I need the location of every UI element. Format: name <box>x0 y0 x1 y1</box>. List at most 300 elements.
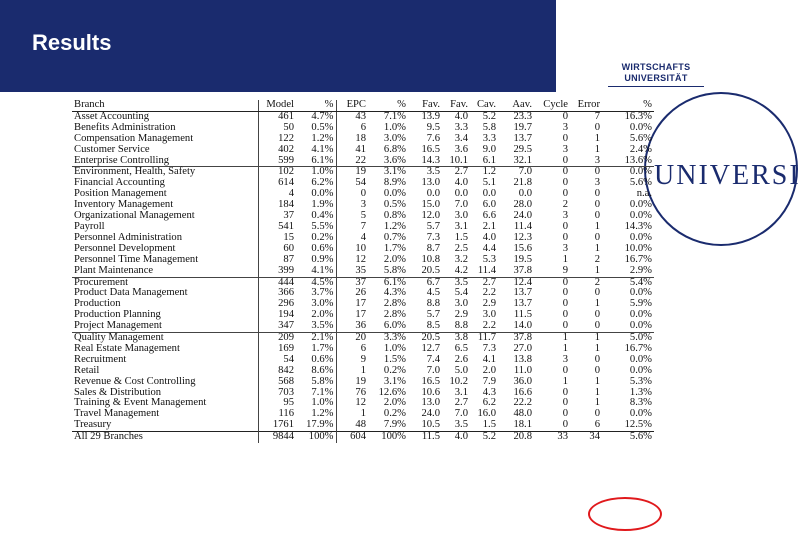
table-header-row <box>72 100 654 111</box>
cell-epc-pct: 3.1% <box>383 166 406 178</box>
cell-epc: 604 <box>336 432 368 443</box>
cell-model: 399 <box>258 266 296 277</box>
cell-error: 3 <box>594 177 600 189</box>
header-epc-pct: % <box>368 100 408 111</box>
cell-branch: All 29 Branches <box>72 432 258 443</box>
cell-error-pct: 12.5% <box>624 419 652 431</box>
cell-error-pct: 0.0% <box>629 287 652 299</box>
cell-cycle: 0 <box>562 419 568 431</box>
cell-epc-pct: 1.0% <box>383 342 406 354</box>
cell-epc-pct: 3.3% <box>383 332 406 344</box>
cell-fav-1: 10.6 <box>421 386 440 398</box>
table-row <box>72 156 654 167</box>
cell-model-pct: 3.0% <box>311 298 334 310</box>
cell-epc-pct: 3.0% <box>383 132 406 144</box>
cell-cav: 4.4 <box>482 242 496 254</box>
cell-cav: 5.8 <box>482 121 496 133</box>
cell-aav: 48.0 <box>513 408 532 420</box>
table-body <box>72 111 654 443</box>
cell-branch: Environment, Health, Safety <box>74 166 196 178</box>
cell-model-pct: 1.0% <box>311 397 334 409</box>
cell-fav-1: 7.3 <box>426 231 440 243</box>
cell-epc-pct: 0.2% <box>383 408 406 420</box>
cell-fav-1: 5.7 <box>426 309 440 321</box>
cell-error: 0 <box>594 309 600 321</box>
cell-error: 0 <box>594 199 600 211</box>
cell-cav: 2.7 <box>482 276 496 288</box>
cell-error-pct: 0.0% <box>629 353 652 365</box>
cell-fav-2: 3.0 <box>454 210 468 222</box>
cell-model: 95 <box>258 398 296 409</box>
cell-aav: 18.1 <box>513 419 532 431</box>
cell-model-pct: 4.5% <box>311 276 334 288</box>
cell-fav-1: 13.9 <box>421 110 440 122</box>
cell-epc: 6 <box>336 123 368 134</box>
cell-fav-1: 6.7 <box>426 276 440 288</box>
cell-error-pct: 1.3% <box>629 386 652 398</box>
cell-model: 15 <box>258 233 296 244</box>
cell-model-pct: 1.2% <box>311 408 334 420</box>
cell-fav-1: 8.8 <box>426 298 440 310</box>
cell-fav-2: 3.3 <box>454 121 468 133</box>
cell-cav: 5.2 <box>482 110 496 122</box>
cell-aav: 36.0 <box>513 375 532 387</box>
cell-model: 169 <box>258 344 296 355</box>
cell-epc: 36 <box>336 321 368 332</box>
cell-cycle: 33 <box>534 432 570 443</box>
cell-branch: Production Planning <box>74 309 161 321</box>
cell-model-pct: 7.1% <box>311 386 334 398</box>
cell-cycle: 3 <box>562 353 568 365</box>
table-total-row <box>72 432 654 443</box>
cell-cycle: 9 <box>534 266 570 277</box>
cell-fav-1: 5.7 <box>426 220 440 232</box>
cell-epc: 4 <box>336 233 368 244</box>
cell-cav: 2.0 <box>482 364 496 376</box>
cell-epc: 19 <box>336 167 368 178</box>
cell-epc-pct: 7.9% <box>383 419 406 431</box>
logo-line-2: UNIVERSITÄT <box>624 73 688 83</box>
cell-fav-1: 8.5 <box>408 321 442 332</box>
cell-fav-1: 4.5 <box>426 287 440 299</box>
cell-error: 0 <box>594 353 600 365</box>
cell-error: 0 <box>594 188 600 200</box>
cell-cav: 7.3 <box>482 342 496 354</box>
cell-cav: 2.9 <box>482 298 496 310</box>
cell-branch: Organizational Management <box>74 210 195 222</box>
cell-epc: 43 <box>336 111 368 122</box>
cell-epc: 7 <box>336 222 368 233</box>
logo-rule <box>608 86 704 87</box>
cell-epc: 18 <box>336 134 368 145</box>
table-row <box>72 266 654 277</box>
cell-branch: Real Estate Management <box>74 342 180 354</box>
cell-cav: 6.1 <box>470 156 498 167</box>
cell-error: 0 <box>594 287 600 299</box>
results-table <box>72 100 654 443</box>
cell-branch: Training & Event Management <box>74 397 207 409</box>
cell-model: 703 <box>258 388 296 399</box>
cell-error: 1 <box>570 266 602 277</box>
cell-aav: 15.6 <box>513 242 532 254</box>
cell-aav: 13.8 <box>513 353 532 365</box>
cell-fav-1: 14.3 <box>408 156 442 167</box>
cell-model: 461 <box>258 111 296 122</box>
cell-model-pct: 1.0% <box>311 166 334 178</box>
cell-aav: 24.0 <box>513 210 532 222</box>
cell-model: 296 <box>258 299 296 310</box>
cell-fav-2: 4.0 <box>442 432 470 443</box>
cell-fav-2: 3.0 <box>454 298 468 310</box>
cell-model: 102 <box>258 167 296 178</box>
cell-cav: 5.3 <box>482 253 496 265</box>
cell-cycle: 2 <box>562 199 568 211</box>
cell-epc: 9 <box>336 355 368 366</box>
cell-aav: 23.3 <box>513 110 532 122</box>
cell-epc-pct: 8.9% <box>383 177 406 189</box>
cell-error: 3 <box>570 156 602 167</box>
page-title: Results <box>32 30 112 55</box>
cell-fav-1: 12.7 <box>421 342 440 354</box>
table-row <box>72 134 654 145</box>
cell-fav-2: 3.1 <box>454 220 468 232</box>
cell-cav: 11.4 <box>470 266 498 277</box>
cell-epc-pct: 0.5% <box>383 199 406 211</box>
cell-model-pct: 2.0% <box>311 309 334 321</box>
cell-model-pct: 3.5% <box>296 321 336 332</box>
cell-aav: 16.6 <box>513 386 532 398</box>
cell-branch: Position Management <box>74 188 167 200</box>
table-row <box>72 420 654 431</box>
cell-model-pct: 0.2% <box>311 231 334 243</box>
cell-error-pct: 10.0% <box>624 242 652 254</box>
cell-error: 34 <box>570 432 602 443</box>
cell-epc-pct: 0.8% <box>383 210 406 222</box>
cell-cav: 4.0 <box>482 231 496 243</box>
cell-model-pct: 0.9% <box>311 253 334 265</box>
header-fav-1: Fav. <box>408 100 442 111</box>
cell-branch: Travel Management <box>74 408 160 420</box>
cell-error-pct: 13.6% <box>602 156 654 167</box>
cell-epc: 37 <box>336 277 368 288</box>
cell-error: 1 <box>594 397 600 409</box>
cell-epc: 1 <box>336 409 368 420</box>
cell-aav: 19.5 <box>513 253 532 265</box>
cell-error-pct: 2.9% <box>602 266 654 277</box>
cell-fav-2: 1.5 <box>454 231 468 243</box>
cell-error: 0 <box>594 408 600 420</box>
cell-error: 2 <box>594 276 600 288</box>
cell-cav: 2.2 <box>482 287 496 299</box>
cell-branch: Plant Maintenance <box>72 266 258 277</box>
cell-model-pct: 5.8% <box>311 375 334 387</box>
cell-error-pct: 5.0% <box>629 332 652 344</box>
cell-cycle: 0 <box>562 287 568 299</box>
cell-error: 1 <box>594 242 600 254</box>
cell-fav-2: 2.6 <box>454 353 468 365</box>
cell-cav: 6.2 <box>482 397 496 409</box>
cell-fav-2: 5.4 <box>454 287 468 299</box>
cell-model: 842 <box>258 366 296 377</box>
cell-model-pct: 0.6% <box>311 242 334 254</box>
cell-cav: 0.0 <box>482 188 496 200</box>
cell-epc: 3 <box>336 200 368 211</box>
cell-error-pct: 14.3% <box>624 220 652 232</box>
cell-model: 87 <box>258 255 296 266</box>
cell-error: 1 <box>594 386 600 398</box>
cell-fav-2: 4.2 <box>442 266 470 277</box>
cell-branch: Personnel Administration <box>74 231 182 243</box>
cell-error-pct: 16.3% <box>624 110 652 122</box>
cell-branch: Treasury <box>74 419 112 431</box>
cell-epc-pct: 3.6% <box>368 156 408 167</box>
cell-aav: 29.5 <box>513 143 532 155</box>
cell-model: 4 <box>258 189 296 200</box>
cell-cav: 5.2 <box>470 432 498 443</box>
cell-aav: 0.0 <box>518 188 532 200</box>
cell-model-pct: 4.1% <box>296 266 336 277</box>
cell-error-pct: 0.0% <box>629 166 652 178</box>
cell-model-pct: 8.6% <box>311 364 334 376</box>
cell-error: 1 <box>594 298 600 310</box>
cell-error-pct: 2.4% <box>629 143 652 155</box>
cell-model-pct: 1.2% <box>311 132 334 144</box>
cell-model: 9844 <box>258 432 296 443</box>
cell-error-pct: 0.0% <box>629 364 652 376</box>
cell-cycle: 1 <box>562 342 568 354</box>
cell-cycle: 3 <box>562 210 568 222</box>
cell-fav-1: 12.0 <box>421 210 440 222</box>
cell-epc: 35 <box>336 266 368 277</box>
cell-error-pct: 0.0% <box>629 121 652 133</box>
cell-branch: Personnel Development <box>74 242 176 254</box>
cell-aav: 7.0 <box>518 166 532 178</box>
cell-cav: 9.0 <box>482 143 496 155</box>
cell-fav-1: 13.0 <box>421 397 440 409</box>
header-aav: Aav. <box>498 100 534 111</box>
cell-cav: 2.2 <box>470 321 498 332</box>
cell-error-pct: 0.0% <box>629 199 652 211</box>
cell-epc-pct: 5.8% <box>368 266 408 277</box>
cell-aav: 32.1 <box>498 156 534 167</box>
cell-branch: Revenue & Cost Controlling <box>74 375 196 387</box>
cell-epc-pct: 1.0% <box>383 121 406 133</box>
cell-model-pct: 100% <box>296 432 336 443</box>
cell-error-pct: 5.4% <box>629 276 652 288</box>
header-epc: EPC <box>336 100 368 111</box>
cell-error-pct: 16.7% <box>624 342 652 354</box>
cell-error: 0 <box>594 364 600 376</box>
cell-model-pct: 0.5% <box>311 121 334 133</box>
cell-model-pct: 0.6% <box>311 353 334 365</box>
header-fav-2: Fav. <box>442 100 470 111</box>
cell-epc-pct: 2.0% <box>383 397 406 409</box>
cell-epc: 12 <box>336 255 368 266</box>
cell-fav-1: 16.5 <box>421 375 440 387</box>
cell-error: 0 <box>594 166 600 178</box>
cell-cycle: 0 <box>562 364 568 376</box>
cell-cycle: 0 <box>562 132 568 144</box>
cell-cycle: 3 <box>562 121 568 133</box>
cell-model: 1761 <box>258 420 296 431</box>
cell-epc: 19 <box>336 377 368 388</box>
header-cav: Cav. <box>470 100 498 111</box>
cell-fav-2: 3.1 <box>454 386 468 398</box>
seal-text: UNIVERSI <box>654 160 801 191</box>
cell-model: 194 <box>258 310 296 321</box>
cell-aav: 37.8 <box>498 266 534 277</box>
cell-fav-2: 3.5 <box>454 276 468 288</box>
cell-model-pct: 1.7% <box>311 342 334 354</box>
cell-aav: 14.0 <box>498 321 534 332</box>
results-table-container <box>72 100 654 522</box>
cell-model-pct: 0.4% <box>311 210 334 222</box>
cell-model-pct: 1.9% <box>311 199 334 211</box>
cell-branch: Recruitment <box>74 353 127 365</box>
cell-fav-2: 7.0 <box>454 199 468 211</box>
cell-branch: Inventory Management <box>74 199 174 211</box>
cell-cycle: 0 <box>562 408 568 420</box>
logo-line-1: WIRTSCHAFTS <box>621 62 691 72</box>
cell-fav-1: 9.5 <box>426 121 440 133</box>
cell-cycle: 0 <box>562 298 568 310</box>
cell-model: 50 <box>258 123 296 134</box>
cell-cav: 4.1 <box>482 353 496 365</box>
cell-branch: Enterprise Controlling <box>72 156 258 167</box>
cell-aav: 20.8 <box>498 432 534 443</box>
cell-cycle: 1 <box>562 253 568 265</box>
cell-epc-pct: 1.7% <box>383 242 406 254</box>
cell-model: 209 <box>258 333 296 344</box>
cell-fav-1: 15.0 <box>421 199 440 211</box>
cell-aav: 11.4 <box>513 220 532 232</box>
highlight-oval <box>588 497 662 531</box>
cell-model: 116 <box>258 409 296 420</box>
cell-fav-2: 7.0 <box>454 408 468 420</box>
cell-epc: 48 <box>336 420 368 431</box>
cell-aav: 37.8 <box>513 332 532 344</box>
cell-fav-2: 3.8 <box>454 332 468 344</box>
cell-error-pct: 16.7% <box>624 253 652 265</box>
cell-branch: Product Data Management <box>74 287 188 299</box>
cell-model: 122 <box>258 134 296 145</box>
cell-model: 614 <box>258 178 296 189</box>
table-row <box>72 321 654 332</box>
cell-fav-2: 8.8 <box>442 321 470 332</box>
cell-model: 599 <box>258 156 296 167</box>
cell-epc-pct: 1.2% <box>383 220 406 232</box>
cell-model-pct: 6.2% <box>311 177 334 189</box>
cell-model: 444 <box>258 277 296 288</box>
cell-epc: 22 <box>336 156 368 167</box>
cell-fav-1: 7.0 <box>426 364 440 376</box>
cell-fav-1: 11.5 <box>408 432 442 443</box>
cell-cycle: 0 <box>562 309 568 321</box>
cell-error-pct: 0.0% <box>629 309 652 321</box>
cell-model: 60 <box>258 244 296 255</box>
cell-aav: 11.5 <box>513 309 532 321</box>
cell-branch: Benefits Administration <box>74 121 176 133</box>
cell-model-pct: 6.1% <box>296 156 336 167</box>
cell-aav: 19.7 <box>513 121 532 133</box>
cell-aav: 21.8 <box>513 177 532 189</box>
cell-model-pct: 4.7% <box>311 110 334 122</box>
cell-cycle: 0 <box>562 166 568 178</box>
cell-cav: 3.0 <box>482 309 496 321</box>
cell-aav: 28.0 <box>513 199 532 211</box>
cell-error-pct: 8.3% <box>629 397 652 409</box>
cell-branch: Sales & Distribution <box>74 386 162 398</box>
cell-error: 0 <box>594 121 600 133</box>
cell-branch: Asset Accounting <box>74 110 150 122</box>
cell-cycle: 0 <box>562 110 568 122</box>
cell-model: 568 <box>258 377 296 388</box>
cell-fav-2: 2.7 <box>454 166 468 178</box>
cell-error-pct: 0.0% <box>629 210 652 222</box>
cell-error-pct: 0.0% <box>629 408 652 420</box>
header-cycle: Cycle <box>534 100 570 111</box>
cell-model-pct: 17.9% <box>306 419 334 431</box>
cell-epc-pct: 4.3% <box>383 287 406 299</box>
header-model: Model <box>258 100 296 111</box>
cell-epc: 12 <box>336 398 368 409</box>
table-row <box>72 145 654 156</box>
cell-branch: Personnel Time Management <box>74 253 199 265</box>
cell-error: 7 <box>594 110 600 122</box>
cell-error: 1 <box>594 143 600 155</box>
cell-aav: 27.0 <box>513 342 532 354</box>
cell-epc-pct: 2.8% <box>383 298 406 310</box>
cell-epc-pct: 100% <box>368 432 408 443</box>
cell-cycle: 0 <box>562 397 568 409</box>
cell-error: 0 <box>594 231 600 243</box>
cell-fav-1: 20.5 <box>421 332 440 344</box>
cell-error-pct: 5.6% <box>602 432 654 443</box>
cell-model-pct: 3.7% <box>311 287 334 299</box>
cell-model: 541 <box>258 222 296 233</box>
cell-fav-1: 13.0 <box>421 177 440 189</box>
cell-error: 1 <box>594 332 600 344</box>
cell-epc: 41 <box>336 145 368 156</box>
cell-error-pct: 5.6% <box>629 132 652 144</box>
cell-fav-1: 16.5 <box>421 143 440 155</box>
cell-aav: 22.2 <box>513 397 532 409</box>
cell-epc: 10 <box>336 244 368 255</box>
cell-fav-2: 10.2 <box>449 375 468 387</box>
cell-error: 2 <box>594 253 600 265</box>
cell-cav: 7.9 <box>482 375 496 387</box>
cell-aav: 13.7 <box>513 287 532 299</box>
cell-fav-2: 0.0 <box>454 188 468 200</box>
cell-cav: 1.2 <box>482 166 496 178</box>
cell-model-pct: 0.0% <box>311 188 334 200</box>
cell-branch: Compensation Management <box>74 132 194 144</box>
cell-error-pct: n.a. <box>636 188 652 200</box>
cell-fav-2: 2.9 <box>454 309 468 321</box>
cell-cycle: 0 <box>562 177 568 189</box>
cell-branch: Payroll <box>74 220 105 232</box>
cell-fav-1: 8.7 <box>426 242 440 254</box>
cell-cycle: 1 <box>562 375 568 387</box>
cell-error: 1 <box>594 132 600 144</box>
cell-error: 1 <box>594 342 600 354</box>
cell-model-pct: 4.1% <box>311 143 334 155</box>
cell-epc: 54 <box>336 178 368 189</box>
cell-fav-1: 7.6 <box>426 132 440 144</box>
cell-cycle: 0 <box>562 220 568 232</box>
cell-fav-1: 10.8 <box>421 253 440 265</box>
cell-error-pct: 5.9% <box>629 298 652 310</box>
